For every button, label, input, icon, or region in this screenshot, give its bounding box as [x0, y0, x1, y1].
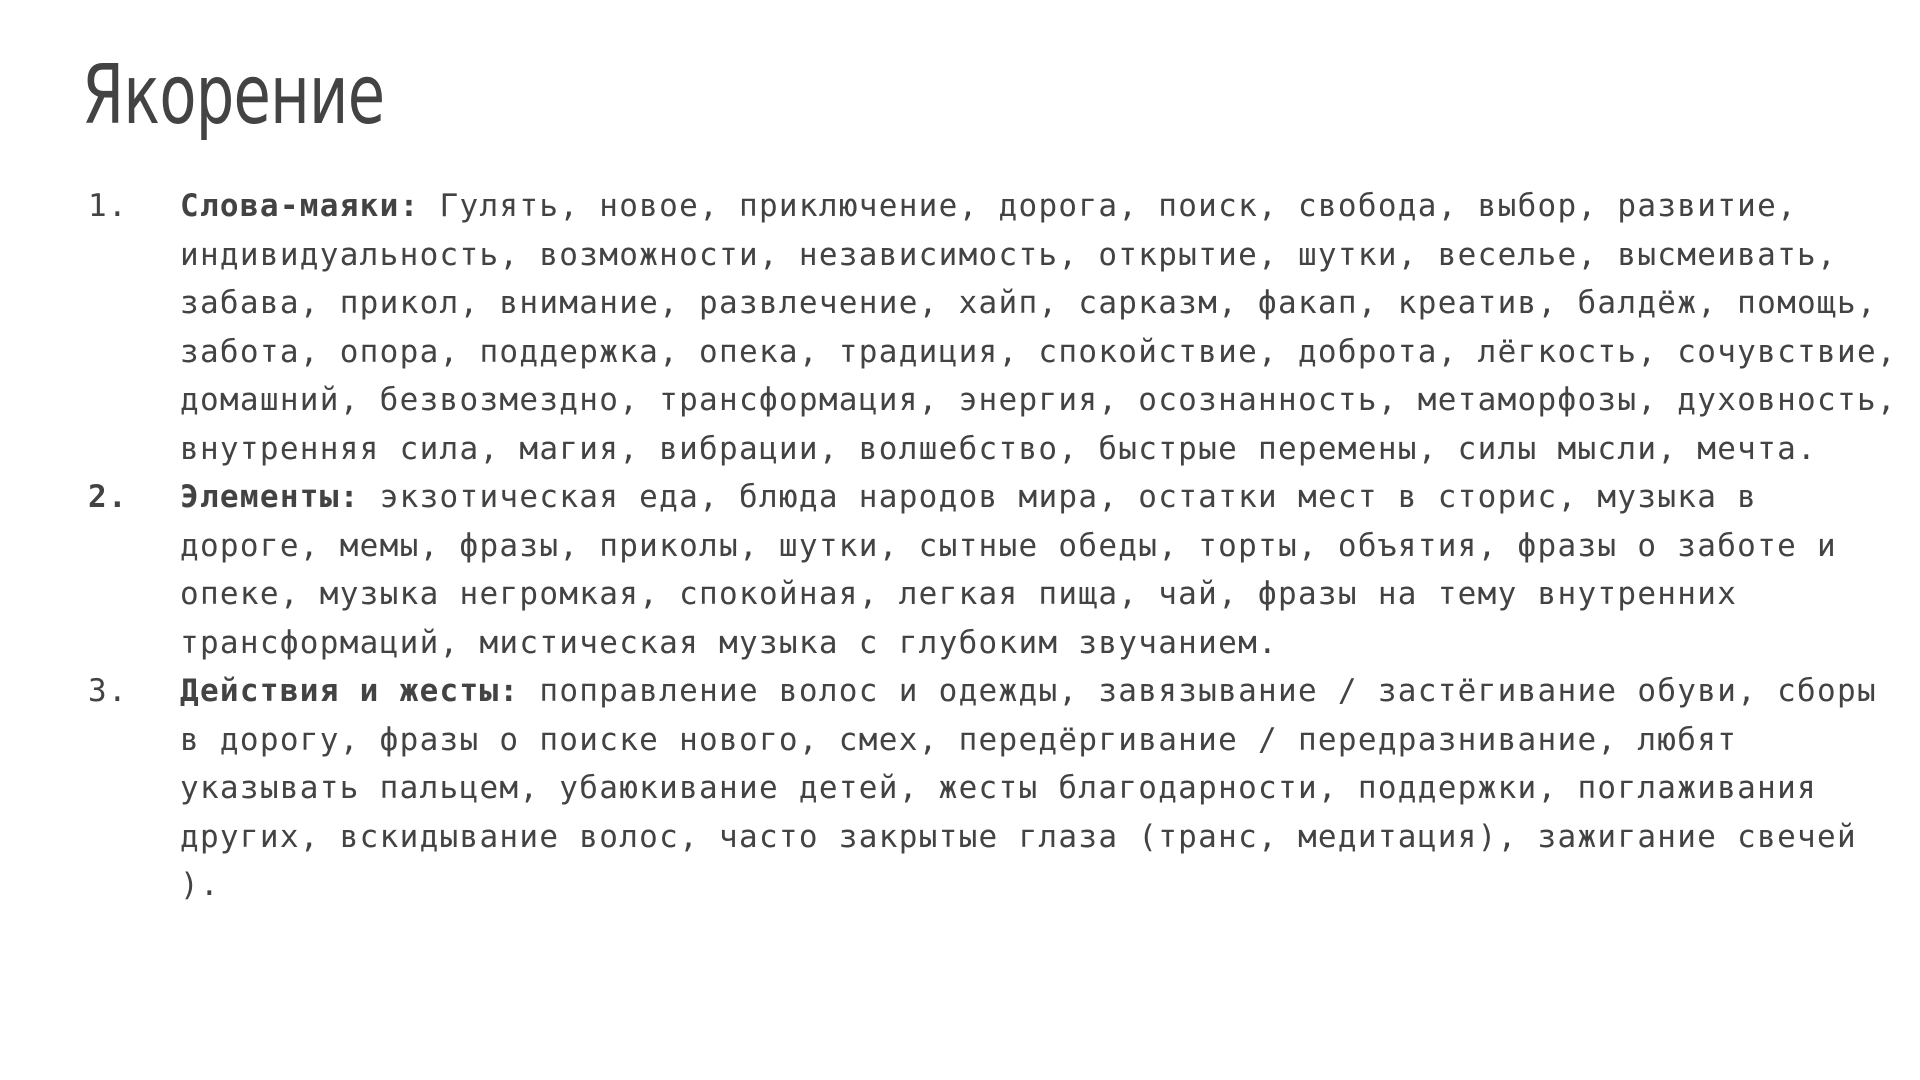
list-item-number: 2.: [88, 479, 128, 515]
list-item-actions: [88, 667, 1898, 910]
list-item-text: Гулять, новое, приключение, дорога, поиск, свобода, выбор, развитие, индивидуальность, возможности, независимость, открытие, шутки, веселье, высмеивать, забава, прикол, внимание, развлечение, хайп, сарказм, факап, креатив, балдёж, помощь, забота, опора, поддержка, опека, традиция, спокойствие, доброта, лёгкость, сочувствие, домашний, безвозмездно, трансформация, энергия, осознанность, метаморфозы, духовность, внутренняя сила, магия, вибрации, волшебство, быстрые перемены, силы мысли, мечта.: [180, 188, 1897, 467]
list-item-number: 3.: [88, 673, 128, 709]
list-item-text: поправление волос и одежды, завязывание / застёгивание обуви, сборы в дорогу, фразы о поиске нового, смех, передёргивание / передразнивание, любят указывать пальцем, убаюкивание детей, жесты благодарности, поддержки, поглаживания других, вскидывание волос, часто закрытые глаза (транс, медитация), зажигание свечей ).: [180, 673, 1877, 903]
list-item-text: экзотическая еда, блюда народов мира, остатки мест в сторис, музыка в дороге, мемы, фразы, приколы, шутки, сытные обеды, торты, объятия, фразы о заботе и опеке, музыка негромкая, спокойная, легкая пища, чай, фразы на тему внутренних трансформаций, мистическая музыка с глубоким звучанием.: [180, 479, 1837, 661]
list-item-words: [88, 182, 1898, 473]
anchor-list: [88, 182, 1898, 910]
list-item-label: Действия и жесты:: [180, 673, 520, 709]
slide-title: Якорение: [82, 48, 385, 143]
list-item-elements: [88, 473, 1898, 667]
list-item-label: Слова-маяки:: [180, 188, 420, 224]
list-item-number: 1.: [88, 188, 128, 224]
list-item-label: Элементы:: [180, 479, 360, 515]
